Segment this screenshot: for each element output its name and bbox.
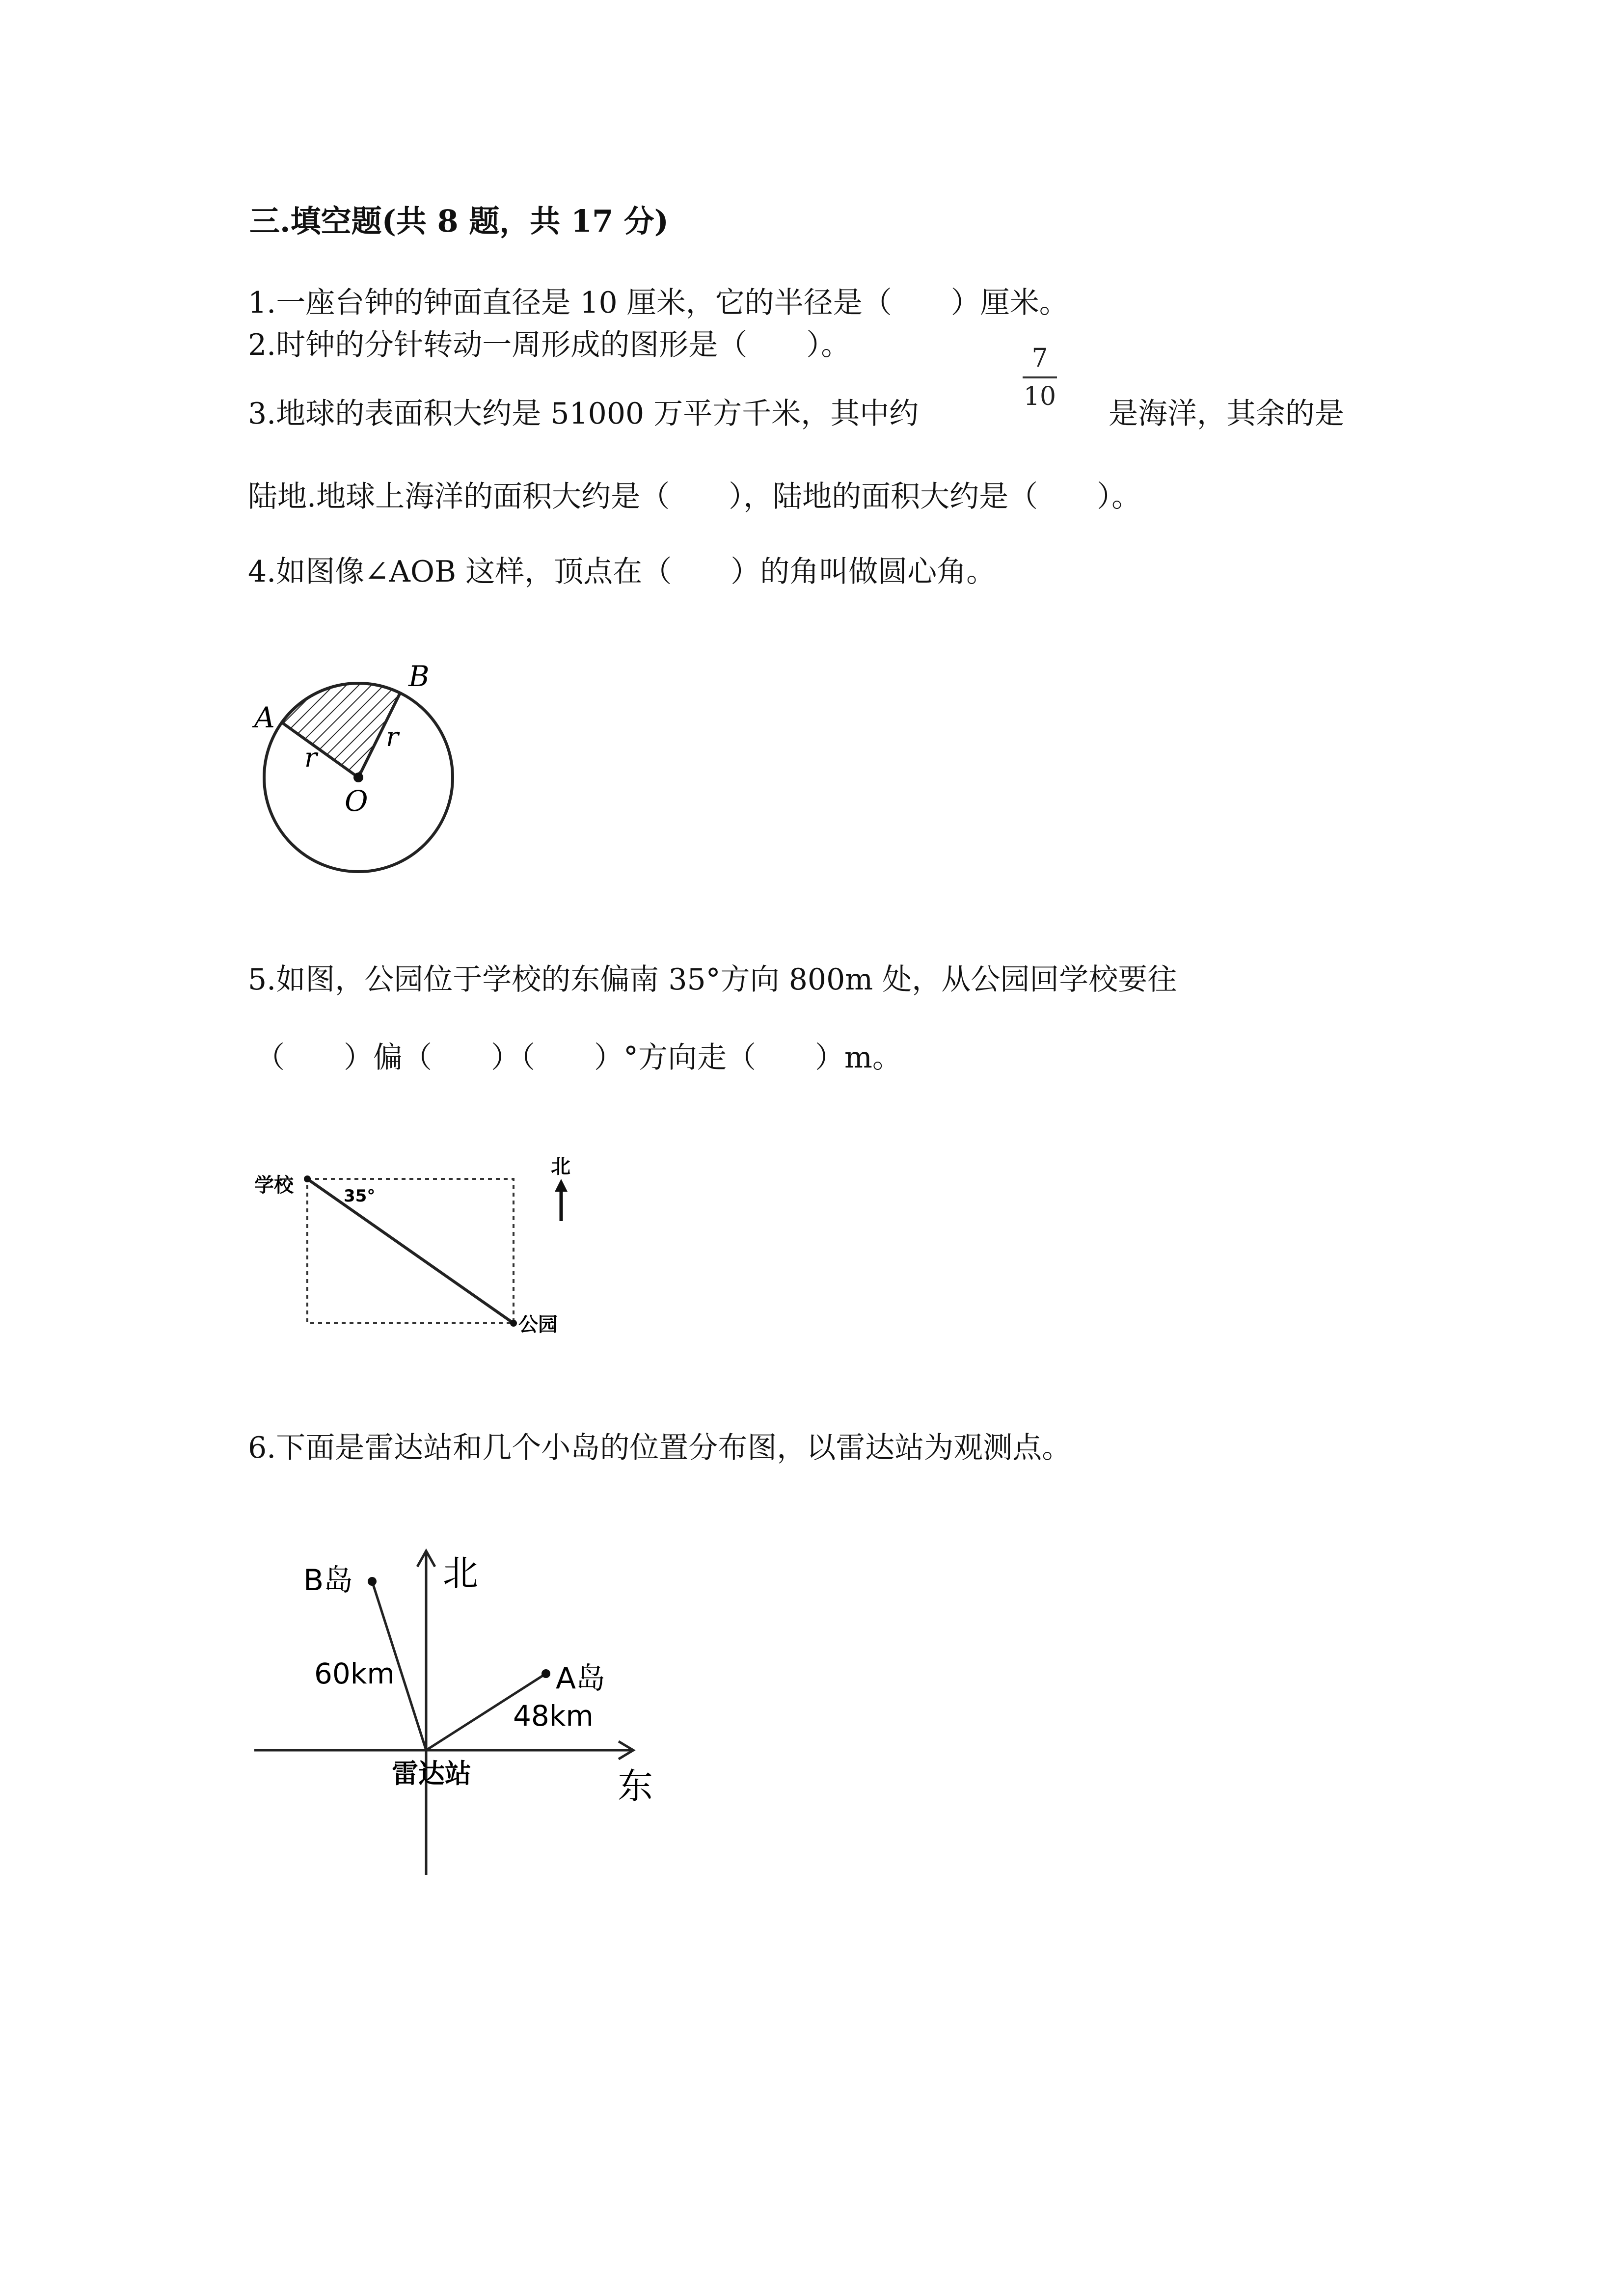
center-point <box>353 773 363 782</box>
north-label: 北 <box>551 1155 570 1178</box>
circle-figure <box>241 653 476 883</box>
shaded-sector <box>282 683 400 777</box>
fraction-denominator: 10 <box>1023 382 1056 411</box>
fraction-numerator: 7 <box>1031 344 1048 373</box>
label-b: B <box>408 660 430 693</box>
label-r-left: r <box>304 742 317 773</box>
b-island-label: B岛 <box>303 1563 353 1598</box>
question-3-line-2: 陆地.地球上海洋的面积大约是（ ），陆地的面积大约是（ ）。 <box>248 480 1141 514</box>
b-distance-label: 60km <box>314 1657 395 1690</box>
a-island-label: A岛 <box>556 1661 606 1696</box>
north-arrow-icon <box>555 1179 568 1192</box>
school-point <box>304 1175 311 1182</box>
question-5-line-1: 5.如图，公园位于学校的东偏南 35°方向 800m 处，从公园回学校要往 <box>248 962 1177 997</box>
angle-label: 35° <box>344 1186 376 1206</box>
school-label: 学校 <box>254 1174 294 1197</box>
question-4: 4.如图像∠AOB 这样，顶点在（ ）的角叫做圆心角。 <box>248 555 996 589</box>
radar-station-label: 雷达站 <box>392 1758 471 1789</box>
b-island-point <box>368 1577 377 1586</box>
question-3-line-1: 3.地球的表面积大约是 51000 万平方千米，其中约 <box>248 397 919 431</box>
a-island-point <box>541 1669 550 1678</box>
question-2: 2.时钟的分针转动一周形成的图形是（ ）。 <box>248 328 851 362</box>
label-a: A <box>254 701 275 734</box>
fraction-bar <box>1023 376 1057 378</box>
question-5-line-2: （ ）偏（ ）（ ）°方向走（ ）m。 <box>255 1041 902 1075</box>
question-1: 1.一座台钟的钟面直径是 10 厘米，它的半径是（ ）厘米。 <box>248 286 1069 320</box>
question-6: 6.下面是雷达站和几个小岛的位置分布图，以雷达站为观测点。 <box>248 1431 1072 1465</box>
a-distance-label: 48km <box>513 1699 594 1733</box>
route-line <box>307 1179 514 1323</box>
radar-figure <box>245 1541 668 1885</box>
park-point <box>510 1320 517 1327</box>
section-title: 三.填空题(共 8 题，共 17 分) <box>249 203 669 239</box>
east-label: 东 <box>618 1765 653 1807</box>
label-o: O <box>345 784 368 818</box>
park-figure <box>245 1148 599 1345</box>
label-r-right: r <box>386 721 399 752</box>
north-label: 北 <box>443 1552 479 1594</box>
park-label: 公园 <box>518 1313 558 1336</box>
question-3-line-1-tail: 是海洋，其余的是 <box>1109 397 1344 431</box>
